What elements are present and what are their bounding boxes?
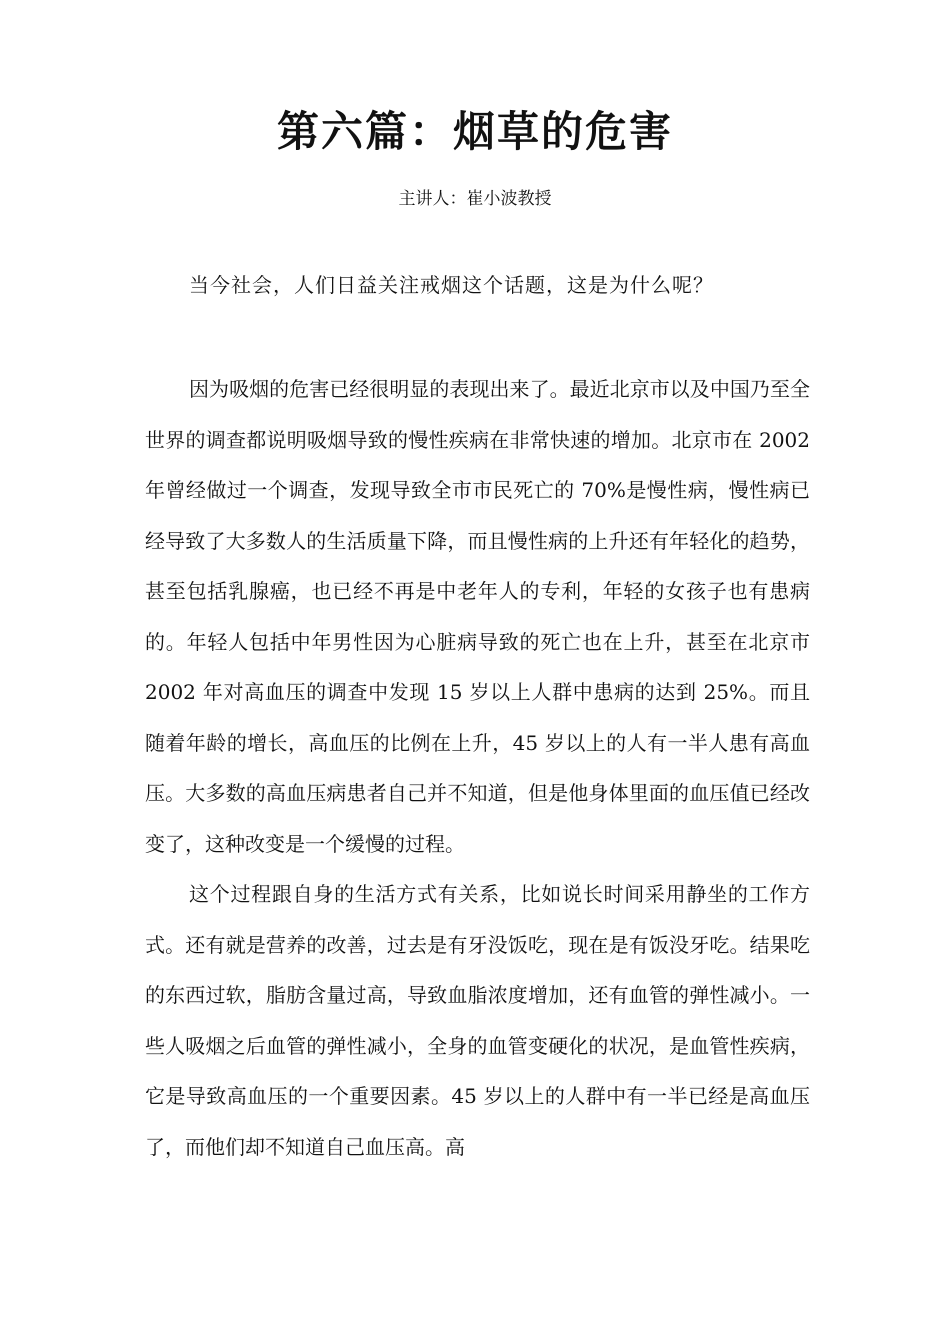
body-text (145, 364, 810, 1172)
paragraph-1: 因为吸烟的危害已经很明显的表现出来了。最近北京市以及中国乃至全世界的调查都说明吸烟导致的慢性疾病在非常快速的增加。北京市在 2002 年曾经做过一个调查，发现导致全市市民死亡的 70%是慢性病，慢性病已经导致了大多数人的生活质量下降，而且慢性病的上升还有年轻化的趋势，甚至包括乳腺癌，也已经不再是中老年人的专利，年轻的女孩子也有患病的。年轻人包括中年男性因为心脏病导致的死亡也在上升，甚至在北京市 2002 年对高血压的调查中发现 15 岁以上人群中患病的达到 25%。而且随着年龄的增长，高血压的比例在上升，45 岁以上的人有一半人患有高血压。大多数的高血压病患者自己并不知道，但是他身体里面的血压值已经改变了，这种改变是一个缓慢的过程。 (145, 377, 810, 856)
page-title: 第六篇：烟草的危害 (276, 107, 673, 156)
speaker-line: 主讲人：崔小波教授 (398, 189, 552, 209)
paragraph-2: 这个过程跟自身的生活方式有关系，比如说长时间采用静坐的工作方式。还有就是营养的改善，过去是有牙没饭吃，现在是有饭没牙吃。结果吃的东西过软，脂肪含量过高，导致血脂浓度增加，还有血管的弹性减小。一些人吸烟之后血管的弹性减小，全身的血管变硬化的状况，是血管性疾病，它是导致高血压的一个重要因素。45 岁以上的人群中有一半已经是高血压了，而他们却不知道自己血压高。高 (145, 882, 810, 1159)
intro-question: 当今社会，人们日益关注戒烟这个话题，这是为什么呢？ (189, 273, 714, 297)
